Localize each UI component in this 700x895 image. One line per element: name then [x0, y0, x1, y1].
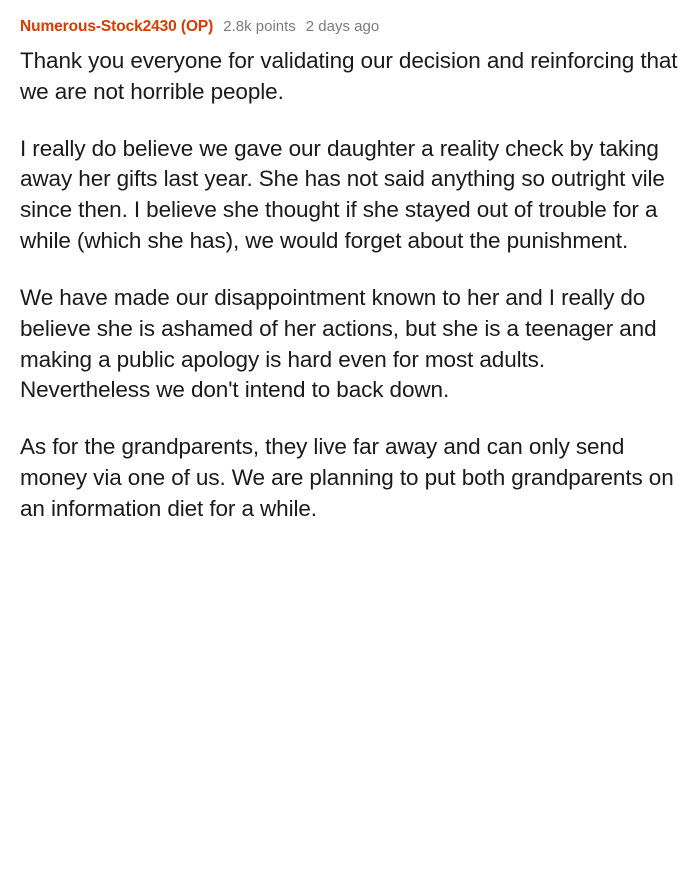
comment-body	[20, 46, 680, 525]
comment-meta	[20, 18, 680, 36]
comment-paragraph: Thank you everyone for validating our decision and reinforcing that we are not horrible people.	[20, 48, 678, 104]
comment-author[interactable]: Numerous-Stock2430 (OP)	[20, 18, 214, 35]
comment-paragraph: I really do believe we gave our daughter a reality check by taking away her gifts last year. She has not said anything so outright vile since then. I believe she thought if she stayed out of trouble for a while (which she has), we would forget about the punishment.	[20, 135, 665, 254]
comment-paragraph: We have made our disappointment known to her and I really do believe she is ashamed of her actions, but she is a teenager and making a public apology is hard even for most adults. Nevertheless we don't intend to back down.	[20, 284, 657, 403]
comment-paragraph: As for the grandparents, they live far away and can only send money via one of us. We are planning to put both grandparents on an information diet for a while.	[20, 434, 674, 521]
comment-score: 2.8k points	[223, 18, 296, 35]
comment-timestamp: 2 days ago	[305, 18, 380, 35]
